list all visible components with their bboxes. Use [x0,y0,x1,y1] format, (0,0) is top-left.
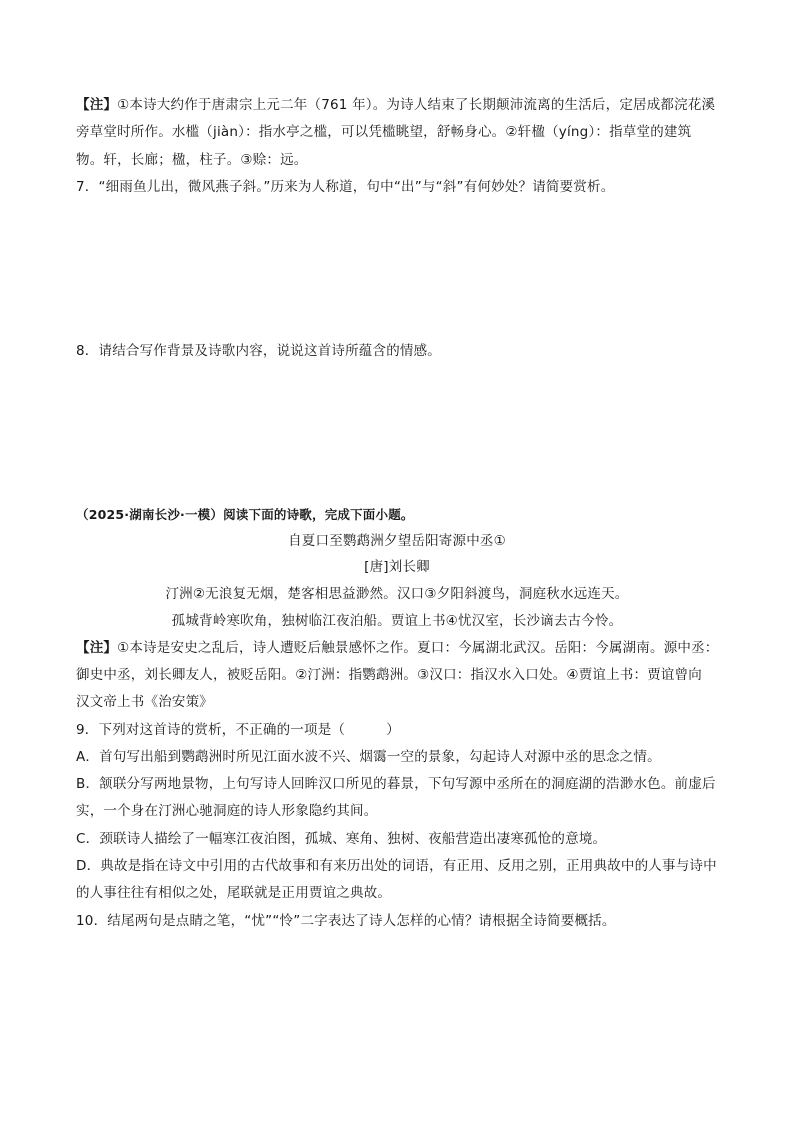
note1-line1 [76,95,736,115]
question-7: 7．“细雨鱼儿出，微风燕子斜。”历来为人称道，句中“出”与“斜”有何妙处？请简要赏析。 [76,179,615,195]
poem-title: 自夏口至鹦鹉洲夕望岳阳寄源中丞① [288,533,506,549]
poem-line-2: 孤城背岭寒吹角，独树临江夜泊船。贾谊上书④忧汉室，长沙谪去古今怜。 [171,613,623,629]
poem-line-1: 汀洲②无浪复无烟，楚客相思益渺然。汉口③夕阳斜渡鸟，洞庭秋水远连天。 [165,586,629,602]
poem-author: [唐]刘长卿 [364,559,430,575]
question-9-option-a: A．首句写出船到鹦鹉洲时所见江面水波不兴、烟霭一空的景象，勾起诗人对源中丞的思念之情。 [76,749,661,765]
question-9-option-b-line2: 实，一个身在汀洲心驰洞庭的诗人形象隐约其间。 [76,803,378,819]
question-9-option-d-line1: D．典故是指在诗文中引用的古代故事和有来历出处的词语，有正用、反用之别，正用典故中的人事与诗中 [76,858,717,874]
question-8: 8．请结合写作背景及诗歌内容，说说这首诗所蕴含的情感。 [76,343,441,359]
note1-prefix: 【注】 [76,97,118,113]
note2-prefix: 【注】 [76,640,118,656]
note2-line3: 汉文帝上书《治安策》 [76,694,213,710]
question-9-option-c: C．颈联诗人描绘了一幅寒江夜泊图，孤城、寒角、独树、夜船营造出凄寒孤怆的意境。 [76,831,607,847]
question-9-option-b-line1: B．颔联分写两地景物，上句写诗人回眸汉口所见的暮景，下句写源中丞所在的洞庭湖的浩渺水色。前虚后 [76,776,716,792]
question-10: 10．结尾两句是点睛之笔，“忧”“怜”二字表达了诗人怎样的心情？请根据全诗简要概括。 [76,913,616,929]
note1-line2: 旁草堂时所作。水槛（jiàn）：指水亭之槛，可以凭槛眺望，舒畅身心。②轩楹（yíng）：指草堂的建筑 [76,124,692,140]
section-header: （2025·湖南长沙·一模）阅读下面的诗歌，完成下面小题。 [76,507,414,522]
question-9-stem: 9．下列对这首诗的赏析，不正确的一项是（ ） [76,722,400,738]
note2-text1: ①本诗是安史之乱后，诗人遭贬后触景感怀之作。夏口：今属湖北武汉。岳阳：今属湖南。源中丞： [117,640,719,656]
question-9-option-d-line2: 的人事往往有相似之处，尾联就是正用贾谊之典故。 [76,885,392,901]
note1-text1: ①本诗大约作于唐肃宗上元二年（761 年）。为诗人结束了长期颠沛流离的生活后，定居成都浣花溪 [117,97,716,113]
note2-line1 [76,638,736,658]
note2-line2: 御史中丞，刘长卿友人，被贬岳阳。②汀洲：指鹦鹉洲。③汉口：指汉水入口处。④贾谊上书：贾谊曾向 [76,667,703,683]
note1-line3: 物。轩，长廊；楹，柱子。③赊：远。 [76,152,308,168]
